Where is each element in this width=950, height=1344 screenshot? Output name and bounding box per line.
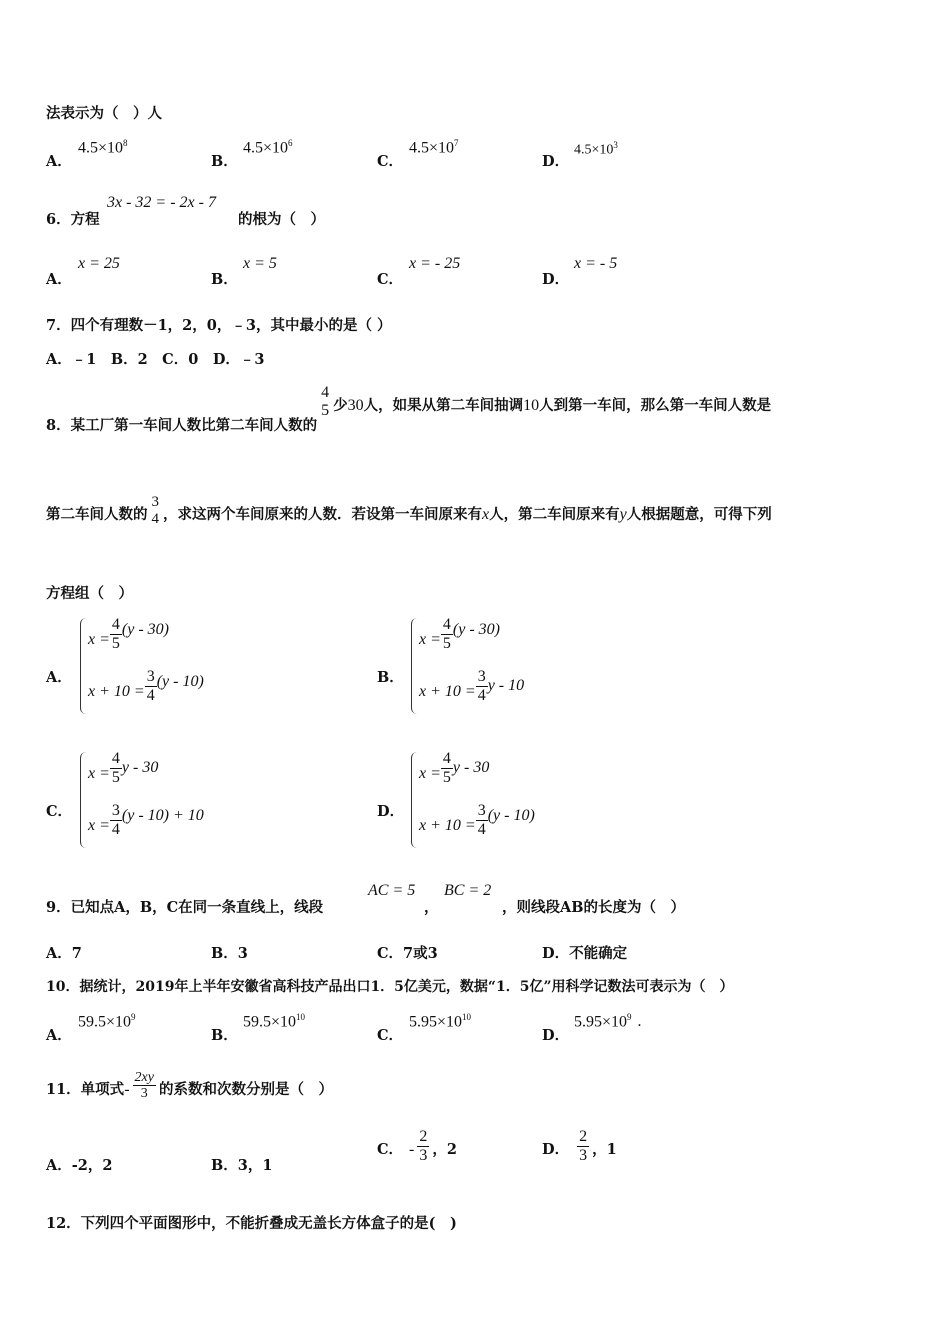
- q8-line2: 第二车间人数的 3 4 ，求这两个车间原来的人数．若设第一车间原来有x人，第二车间原来有y人根据题意，可得下列: [46, 494, 772, 527]
- q10-option-a-value: $59.5\times 10^9$: [78, 1012, 136, 1031]
- q8-option-b-letter[interactable]: B．: [377, 669, 404, 686]
- q8-option-c-brace: [80, 752, 87, 848]
- q6-equation: 3x - 32 = - 2x - 7: [107, 194, 216, 211]
- q5-option-b-letter[interactable]: B．: [211, 153, 238, 170]
- q5-option-a-letter[interactable]: A．: [46, 153, 72, 170]
- q9-prefix: 9．已知点A，B，C在同一条直线上，线段: [46, 899, 324, 916]
- q10-option-b-letter[interactable]: B．: [211, 1027, 238, 1044]
- q5-option-d-letter[interactable]: D．: [542, 153, 570, 170]
- q8-line3: 方程组（ ）: [46, 585, 133, 602]
- q10-option-a-letter[interactable]: A．: [46, 1027, 72, 1044]
- q8-option-d-letter[interactable]: D．: [377, 803, 405, 820]
- q10-option-d-letter[interactable]: D．: [542, 1027, 570, 1044]
- q11-option-a[interactable]: A．-2，2: [46, 1157, 113, 1174]
- q7-options[interactable]: A．﹣1 B．2 C．0 D．﹣3: [46, 351, 265, 368]
- q8-fraction-4-5: 4 5: [321, 384, 330, 419]
- q9-option-b[interactable]: B．3: [211, 945, 248, 962]
- q6-option-c-value: x = - 25: [409, 255, 461, 272]
- q11-option-c[interactable]: C． - $\frac{2}{3}$ ，2: [377, 1128, 457, 1164]
- q10-option-d-value: $5.95\times 10^9$ .: [574, 1012, 642, 1031]
- q6-suffix: 的根为（ ）: [238, 211, 325, 228]
- q5-stem: 法表示为（ ）人: [46, 105, 162, 122]
- q7-stem: 7．四个有理数－1，2，0，﹣3，其中最小的是（ ）: [46, 317, 392, 334]
- q8-option-b-brace: [411, 618, 418, 714]
- q8-fraction-3-4: 3 4: [151, 494, 159, 527]
- q6-option-d-value: x = - 5: [574, 255, 618, 272]
- q10-option-b-value: $59.5\times 10^{10}$: [243, 1012, 306, 1031]
- q5-option-a-value: $4.5\times 10^8$: [78, 138, 128, 157]
- q9-option-d[interactable]: D．不能确定: [542, 945, 628, 962]
- q6-prefix: 6．方程: [46, 211, 100, 228]
- q9-eq-ac: AC = 5: [368, 882, 416, 899]
- q11-option-b[interactable]: B．3，1: [211, 1157, 273, 1174]
- q10-option-c-value: $5.95\times 10^{10}$: [409, 1012, 472, 1031]
- q6-option-d-letter[interactable]: D．: [542, 271, 570, 288]
- q5-option-d-value: $4.5\times 10^3$: [574, 140, 618, 158]
- q8-option-d-brace: [411, 752, 418, 848]
- q12-stem: 12．下列四个平面图形中，不能折叠成无盖长方体盒子的是( ): [46, 1215, 457, 1232]
- q8-option-c-letter[interactable]: C．: [46, 803, 73, 820]
- q10-option-c-letter[interactable]: C．: [377, 1027, 404, 1044]
- q6-option-a-value: x = 25: [78, 255, 120, 272]
- q8-option-a-letter[interactable]: A．: [46, 669, 72, 686]
- q10-stem: 10．据统计，2019年上半年安徽省高科技产品出口1．5亿美元，数据“1．5亿”用科学记数法可表示为（ ）: [46, 979, 734, 995]
- q5-option-c-letter[interactable]: C．: [377, 153, 404, 170]
- q9-option-a[interactable]: A．7: [46, 945, 82, 962]
- q8-line1: 8．某工厂第一车间人数比第二车间人数的 4 5 少30人，如果从第二车间抽调10人到第一车间，那么第一车间人数是: [46, 384, 772, 434]
- q9-separator: ，: [424, 899, 439, 916]
- q11-fraction: $\frac{2xy}{3}$: [134, 1070, 154, 1102]
- q6-option-c-letter[interactable]: C．: [377, 271, 404, 288]
- q11-option-d[interactable]: D． $\frac{2}{3}$ ，1: [542, 1128, 617, 1164]
- q9-suffix: ，则线段AB的长度为（ ）: [502, 899, 686, 916]
- q6-option-a-letter[interactable]: A．: [46, 271, 72, 288]
- q6-option-b-letter[interactable]: B．: [211, 271, 238, 288]
- q5-option-b-value: $4.5\times 10^6$: [243, 138, 293, 157]
- q11-line: 11．单项式- $\frac{2xy}{3}$ 的系数和次数分别是（ ）: [46, 1070, 333, 1102]
- q8-option-a-brace: [80, 618, 87, 714]
- q9-option-c[interactable]: C．7或3: [377, 945, 438, 962]
- q6-option-b-value: x = 5: [243, 255, 277, 272]
- q9-eq-bc: BC = 2: [444, 882, 492, 899]
- q5-option-c-value: $4.5\times 10^7$: [409, 138, 459, 157]
